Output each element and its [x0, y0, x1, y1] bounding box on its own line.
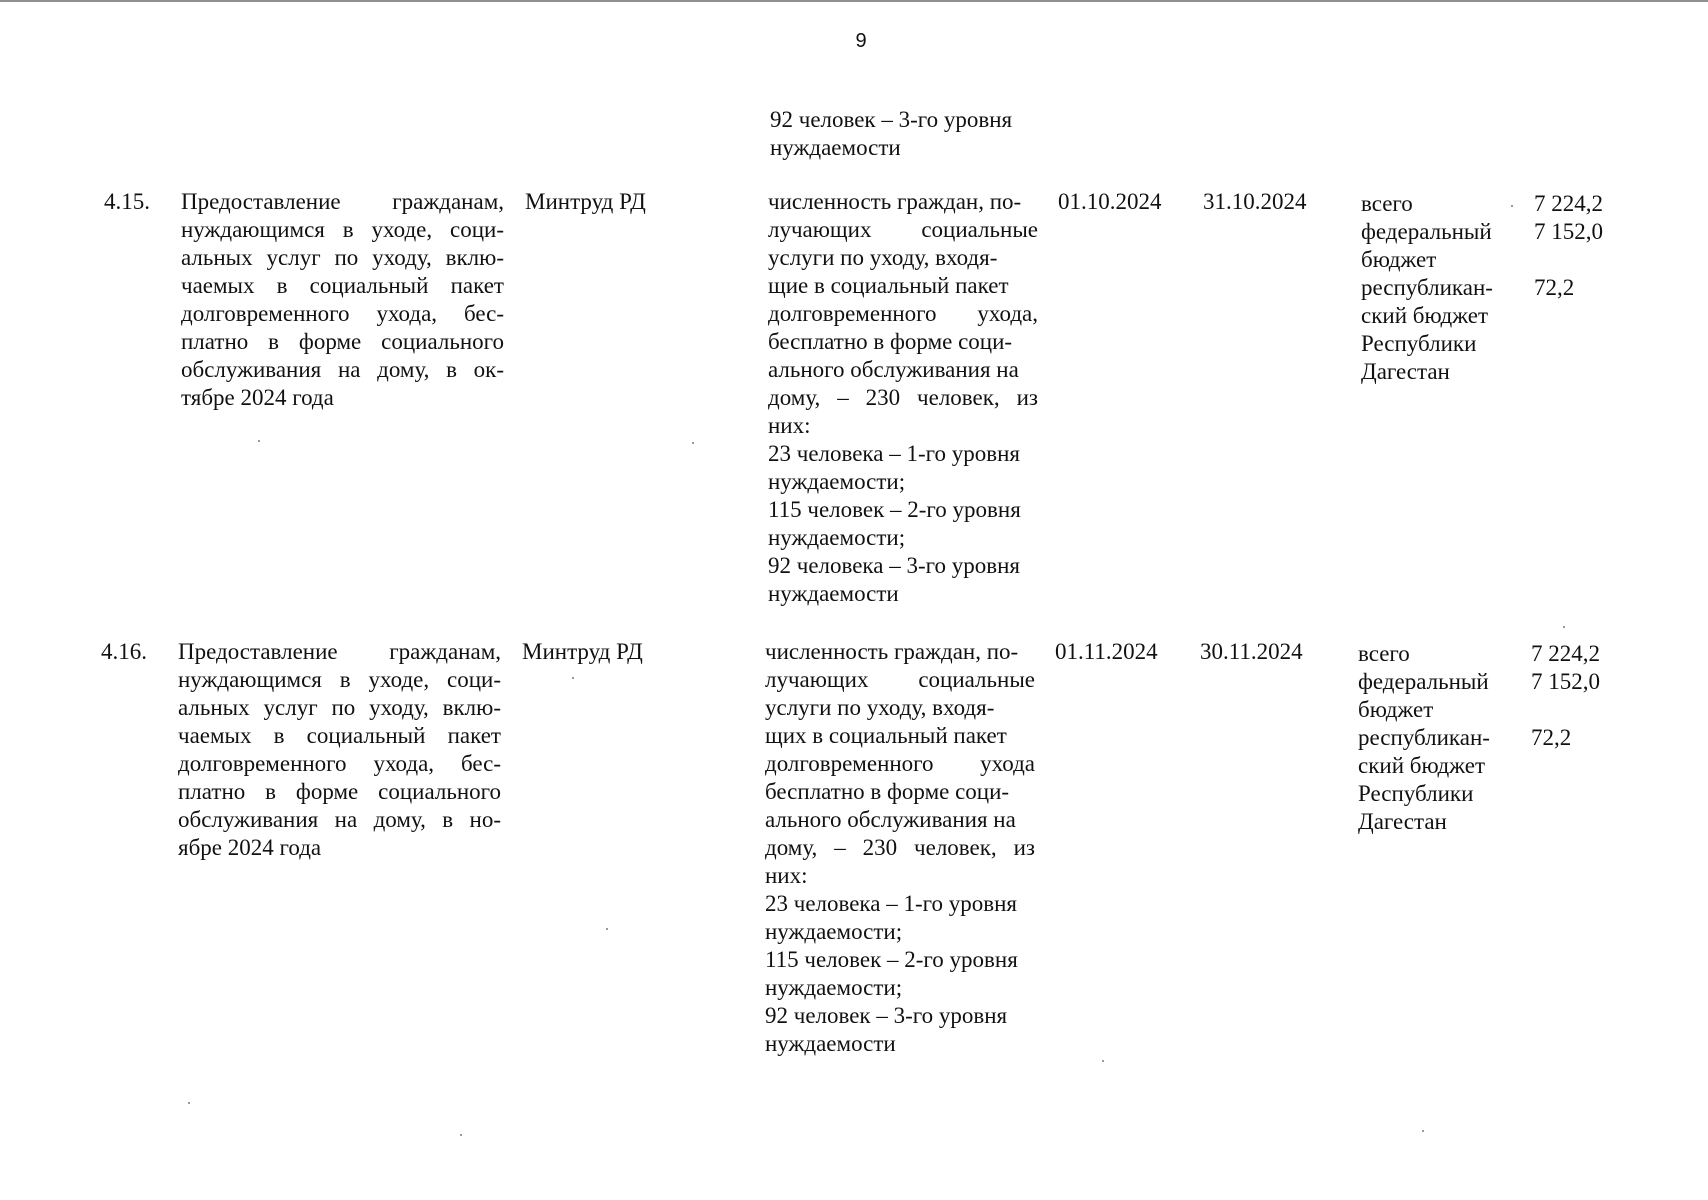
funding-amount-federal: 7 152,0	[1534, 219, 1603, 244]
indicator-line: нуждаемости;	[768, 525, 906, 550]
indicator-line: ального обслуживания на	[765, 807, 1016, 832]
funding-source-line: бюджет	[1361, 247, 1437, 272]
description-line: ябре 2024 года	[178, 835, 322, 860]
funding-source-line: Дагестан	[1358, 809, 1447, 834]
indicator-line: них:	[768, 413, 811, 438]
description-line: обслуживания на дому, в но-	[178, 807, 501, 832]
funding-source-line: ский бюджет	[1361, 303, 1489, 328]
indicator-line: численность граждан, по-	[765, 639, 1019, 664]
funding-source-line: Республики	[1358, 781, 1474, 806]
description-line: платно в форме социального	[181, 329, 504, 354]
scan-speck	[692, 442, 694, 444]
scan-speck	[1563, 626, 1565, 628]
result-indicator	[768, 188, 1038, 608]
measure-description	[178, 638, 501, 862]
row-number: 4.15.	[104, 189, 150, 214]
start-date: 01.10.2024	[1058, 189, 1162, 214]
scan-top-edge	[0, 0, 1708, 2]
funding-source-republic	[1358, 724, 1490, 836]
indicator-line: лучающих социальные	[765, 667, 1035, 692]
scan-speck	[572, 677, 574, 679]
indicator-line: нуждаемости;	[765, 975, 903, 1000]
carryover-line: 92 человек – 3-го уровня	[770, 107, 1013, 132]
end-date: 30.11.2024	[1200, 639, 1303, 664]
description-line: альных услуг по уходу, вклю-	[178, 695, 501, 720]
funding-source-federal	[1358, 668, 1489, 724]
indicator-line: 115 человек – 2-го уровня	[768, 497, 1021, 522]
indicator-line: долговременного ухода	[765, 751, 1035, 776]
indicator-line: нуждаемости;	[768, 469, 906, 494]
description-line: чаемых в социальный пакет	[178, 723, 501, 748]
funding-source-line: федеральный	[1358, 669, 1489, 694]
funding-amount-total: 7 224,2	[1534, 191, 1603, 216]
funding-source-line: федеральный	[1361, 219, 1492, 244]
scan-speck	[460, 1134, 462, 1136]
indicator-line: услуги по уходу, входя-	[765, 695, 995, 720]
indicator-line: них:	[765, 863, 808, 888]
carryover-indicator	[770, 106, 1040, 162]
description-line: нуждающимся в уходе, соци-	[181, 217, 504, 242]
funding-source-line: бюджет	[1358, 697, 1434, 722]
description-line: Предоставление гражданам,	[181, 189, 504, 214]
indicator-line: 23 человека – 1-го уровня	[765, 891, 1017, 916]
page-number: 9	[855, 30, 867, 52]
indicator-line: щие в социальный пакет	[768, 273, 1009, 298]
description-line: платно в форме социального	[178, 779, 501, 804]
funding-amount-federal: 7 152,0	[1531, 669, 1600, 694]
funding-source-line: всего	[1361, 191, 1413, 216]
description-line: долговременного ухода, бес-	[178, 751, 501, 776]
executor: Минтруд РД	[522, 639, 643, 664]
funding-source-line: ский бюджет	[1358, 753, 1486, 778]
funding-source-total	[1361, 190, 1413, 218]
start-date: 01.11.2024	[1055, 639, 1158, 664]
description-line: обслуживания на дому, в ок-	[181, 357, 504, 382]
scan-speck	[1511, 205, 1513, 207]
executor: Минтруд РД	[525, 189, 646, 214]
indicator-line: услуги по уходу, входя-	[768, 245, 998, 270]
indicator-line: дому, – 230 человек, из	[765, 835, 1035, 860]
indicator-line: ального обслуживания на	[768, 357, 1019, 382]
indicator-line: нуждаемости	[768, 581, 899, 606]
indicator-line: щих в социальный пакет	[765, 723, 1007, 748]
scan-speck	[606, 928, 608, 930]
funding-source-line: Дагестан	[1361, 359, 1450, 384]
funding-source-line: республикан-	[1358, 725, 1490, 750]
funding-source-republic	[1361, 274, 1493, 386]
indicator-line: 92 человек – 3-го уровня	[765, 1003, 1008, 1028]
indicator-line: дому, – 230 человек, из	[768, 385, 1038, 410]
funding-amount-republic: 72,2	[1531, 725, 1572, 750]
scan-speck	[1102, 1060, 1104, 1062]
carryover-line: нуждаемости	[770, 135, 901, 160]
indicator-line: долговременного ухода,	[768, 301, 1038, 326]
funding-source-total	[1358, 640, 1410, 668]
description-line: нуждающимся в уходе, соци-	[178, 667, 501, 692]
end-date: 31.10.2024	[1203, 189, 1307, 214]
funding-amount-total: 7 224,2	[1531, 641, 1600, 666]
indicator-line: 23 человека – 1-го уровня	[768, 441, 1020, 466]
scan-speck	[258, 440, 260, 442]
row-number: 4.16.	[101, 639, 147, 664]
description-line: чаемых в социальный пакет	[181, 273, 504, 298]
indicator-line: численность граждан, по-	[768, 189, 1022, 214]
indicator-line: бесплатно в форме соци-	[768, 329, 1013, 354]
scan-speck	[188, 1102, 190, 1104]
indicator-line: 115 человек – 2-го уровня	[765, 947, 1018, 972]
funding-source-federal	[1361, 218, 1492, 274]
indicator-line: 92 человека – 3-го уровня	[768, 553, 1020, 578]
result-indicator	[765, 638, 1035, 1058]
indicator-line: нуждаемости;	[765, 919, 903, 944]
funding-amount-republic: 72,2	[1534, 275, 1575, 300]
description-line: долговременного ухода, бес-	[181, 301, 504, 326]
scan-speck	[1422, 1130, 1424, 1132]
description-line: тябре 2024 года	[181, 385, 334, 410]
description-line: Предоставление гражданам,	[178, 639, 501, 664]
funding-source-line: всего	[1358, 641, 1410, 666]
indicator-line: бесплатно в форме соци-	[765, 779, 1010, 804]
measure-description	[181, 188, 504, 412]
indicator-line: нуждаемости	[765, 1031, 896, 1056]
description-line: альных услуг по уходу, вклю-	[181, 245, 504, 270]
funding-source-line: Республики	[1361, 331, 1477, 356]
funding-source-line: республикан-	[1361, 275, 1493, 300]
indicator-line: лучающих социальные	[768, 217, 1038, 242]
